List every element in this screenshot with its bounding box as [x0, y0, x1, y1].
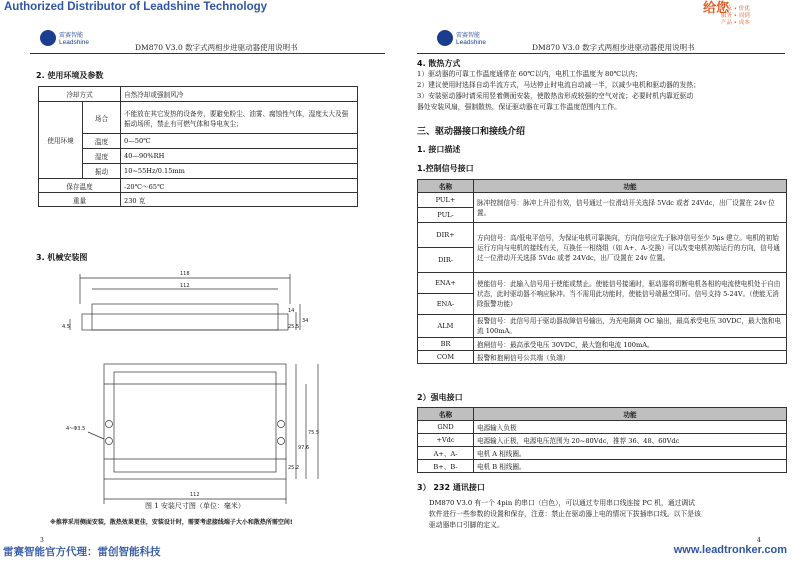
leadshine-logo: 雷赛智能 Leadshine [437, 30, 507, 52]
right-page [397, 20, 793, 544]
stamp-big-text: 给您 [703, 1, 730, 16]
svg-text:75.5: 75.5 [308, 430, 320, 436]
svg-text:25.2: 25.2 [288, 465, 300, 471]
section-title: 2. 使用环境及参数 [36, 71, 104, 80]
page-number: 4 [757, 537, 761, 544]
subsection-title: 1.控制信号接口 [417, 164, 474, 173]
svg-text:97.6: 97.6 [298, 445, 310, 451]
install-note: ※推荐采用侧面安装，散热效果更佳，安装设计时，需要考虑接线端子大小和散热所需空间! [50, 519, 293, 526]
signal-table: 名称 功能 PUL+ PUL- 脉冲控制信号：脉冲上升沿有效，信号通过一位滑动开关选择 5Vdc 或者 24Vdc，出厂设置在 24v 位置。 DIR+ DIR- 方向信号：高/低电平信号，为保证电机可靠换向，方向信号应先于脉冲信号至少 5μs 建立。电机的初始运行方向与电机的接线有关，互换任一相绕组（如 A+、A-交换）可以改变电机初始运行的方向，信号通过一位滑动开关选择 5Vdc 或者 24Vdc，出厂设置在 24v 位置。 ENA+ ENA- 使能信号：此输入信号用于使能或禁止。使能信号接通时，驱动器将切断电机各相的电流使电机处于自由状态，此时驱动器不响应脉冲。当不需用此功能时，使能信号端悬空即可。信号支持 5-24V。（使能无消除报警功能） ALM 报警信号：此信号用于驱动器故障信号输出，为光电隔离 OC 输出，最高承受电压 30VDC，最大饱和电流 100mA。 BR 抱闸信号：最高承受电压 30VDC，最大饱和电流 100mA。 COM 报警和抱闸信号公共端（负端） [417, 179, 787, 364]
svg-text:25.5: 25.5 [288, 324, 300, 330]
svg-text:118: 118 [180, 271, 190, 277]
subsection-title: 3） 232 通讯接口 [417, 483, 485, 492]
section-title: 1. 接口描述 [417, 145, 461, 154]
page-header-title: DM870 V3.0 数字式两相步进驱动器使用说明书 [532, 43, 695, 52]
footer-agent: 雷赛智能官方代理：雷创智能科技 [3, 546, 161, 558]
section-title: 3. 机械安装图 [36, 253, 88, 262]
section-title: 4. 散热方式 [417, 59, 461, 68]
header-rule [30, 53, 385, 54]
power-table: 名称 功能 GND 电源输入负极 +Vdc 电源输入正极，电源电压范围为 20~80Vdc，推荐 36、48、60Vdc A+、A- 电机 A 相线圈。 B+、B- 电机 B 相线圈。 [417, 407, 787, 473]
chapter-title: 三、驱动器接口和接线介绍 [417, 127, 526, 137]
logo-mark-icon [437, 30, 453, 46]
logo-mark-icon [40, 30, 56, 46]
mechanical-drawing [60, 264, 330, 514]
subsection-title: 2）强电接口 [417, 393, 463, 402]
footer-website-link[interactable]: www.leadtronker.com [673, 544, 787, 556]
page-header-title: DM870 V3.0 数字式两相步进驱动器使用说明书 [135, 43, 298, 52]
stamp-lines: 厂家 • 价优 服务 • 周到 产品 • 成本 [721, 6, 750, 26]
heat-paragraph: 1）驱动器的可靠工作温度通常在 60℃以内，电机工作温度为 80℃以内； 2）建议使用时选择自动半流方式，马达停止时电流自动减一半，以减少电机和驱动器的发热； 3）安装驱动器时请采用竖着侧面安装，使散热齿形成较强的空气对流；必要时机内靠近驱动 器处安装风扇，强制散热，保证驱动器在可靠工作温度范围内工作。 [417, 70, 700, 111]
page-number: 3 [40, 537, 44, 544]
comm-paragraph: DM870 V3.0 有一个 4pin 的串口（白色），可以通过专用串口线连接 PC 机，通过调试 软件进行一些参数的设置和保存，注意：禁止在驱动器上电的情况下拔插串口线。以下是该 驱动器串口引脚的定义。 [429, 499, 701, 529]
figure-caption: 图 1 安装尺寸图（单位：毫米） [145, 502, 245, 510]
svg-text:4.5: 4.5 [62, 324, 70, 330]
svg-text:34: 34 [302, 318, 309, 324]
environment-table: 冷却方式 自然冷却或强制风冷 使用环境 场合 不能放在其它发热的设备旁，要避免粉尘、油雾、腐蚀性气体，湿度太大及强振动场所，禁止有可燃气体和导电灰尘； 温度 0—50℃ 湿度 40—90%RH 振动 10~55Hz/0.15mm 保存温度 -20℃～65℃ 重量 230 克 [38, 86, 358, 207]
svg-text:112: 112 [180, 283, 190, 289]
svg-text:112: 112 [190, 492, 200, 498]
distributor-banner: Authorized Distributor of Leadshine Technology [4, 1, 268, 13]
left-page [0, 20, 397, 544]
header-rule [417, 53, 785, 54]
svg-text:14: 14 [288, 308, 295, 314]
svg-text:4~Φ3.5: 4~Φ3.5 [66, 426, 86, 432]
leadshine-logo: 雷赛智能 Leadshine [40, 30, 110, 52]
